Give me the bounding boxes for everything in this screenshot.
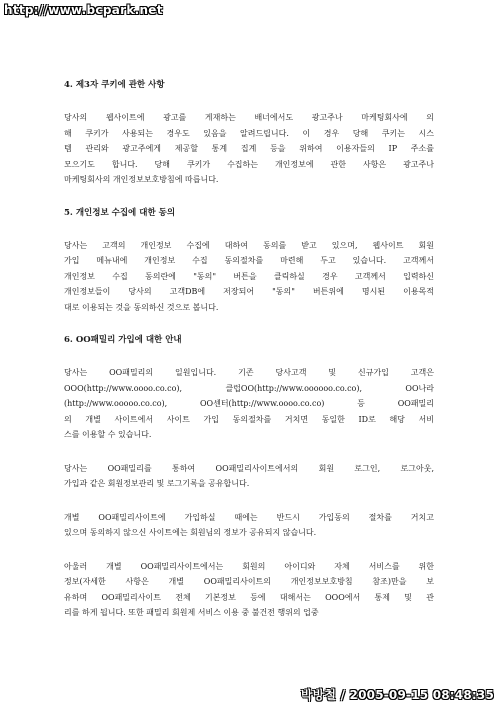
- text-line: 당사의 웹사이트에 광고를 게재하는 배너에서도 광고주나 마케팅회사에 의: [64, 113, 434, 122]
- paragraph: [64, 365, 434, 443]
- text-line: (http://www.ooooo.co.co), OO센터(http://www.oooo.co.co) 등 OO패밀리: [64, 399, 434, 408]
- text-line: 리를 하게 됩니다. 또한 패밀리 회원제 서비스 이용 중 불건전 행위의 업중: [64, 608, 319, 617]
- paragraph: [64, 559, 434, 621]
- text-line: 정보(자세한 사항은 개별 OO패밀리사이트의 개인정보보호방침 참조)만을 보: [64, 577, 434, 586]
- text-line: 템 관리와 광고주에게 제공할 통계 집계 등을 위하여 이용자들의 IP 주소를: [64, 144, 434, 153]
- paragraph: [64, 461, 434, 492]
- text-line: 해 쿠키가 사용되는 경우도 있음을 알려드립니다. 이 경우 당해 쿠키는 시스: [64, 128, 434, 138]
- text-line: 유하며 OO패밀리사이트 전체 기본정보 등에 대해서는 OOO에서 통제 및 관: [64, 592, 434, 602]
- text-line: 대로 이용되는 것을 동의하신 것으로 봅니다.: [64, 302, 219, 312]
- section-heading: 6. OO패밀리 가입에 대한 안내: [64, 335, 182, 345]
- paragraph: [64, 110, 434, 188]
- text-line: 가입과 같은 회원정보관리 및 로그기록을 공유합니다.: [64, 479, 250, 488]
- text-line: 마케팅회사의 개인정보보호방침에 따릅니다.: [64, 175, 219, 184]
- text-line: 개인정보들이 당사의 고객DB에 저장되어 "동의" 버튼위에 명시된 이용목적: [64, 287, 434, 296]
- section-heading: 5. 개인정보 수집에 대한 동의: [64, 207, 176, 218]
- paragraph: [64, 510, 434, 541]
- text-line: 모으기도 합니다. 당해 쿠키가 수집하는 개인정보에 관한 사항은 광고주나: [64, 159, 434, 169]
- text-line: 당사는 OO패밀리의 일원입니다. 기존 당사고객 및 신규가입 고객은: [64, 368, 434, 377]
- text-line: 개인정보 수집 동의란에 "동의" 버튼을 클릭하실 경우 고객께서 입력하신: [64, 271, 434, 281]
- watermark-bottom: 박방철 / 2005-09-15 08:48:35: [300, 688, 494, 702]
- text-line: 당사는 고객의 개인정보 수집에 대하여 동의를 받고 있으며, 웹사이트 회원: [64, 240, 434, 250]
- paragraph: [64, 238, 434, 316]
- text-line: 가입 메뉴내에 개인정보 수집 동의절차를 마련해 두고 있습니다. 고객께서: [64, 256, 434, 265]
- text-line: 의 개별 사이트에서 사이트 가입 동의절차를 거치면 동일한 ID로 해당 서비: [64, 414, 434, 424]
- text-line: 아울러 개별 OO패밀리사이트에서는 회원의 아이디와 자체 서비스를 위한: [64, 561, 434, 571]
- text-line: OOO(http://www.oooo.co.co), 클럽OO(http://www.oooooo.co.co), OO나라: [64, 383, 434, 393]
- text-line: 스를 이용할 수 있습니다.: [64, 430, 152, 439]
- text-line: 개별 OO패밀리사이트에 가입하실 때에는 반드시 가입동의 절차를 거치고: [64, 512, 434, 522]
- watermark-top: http://www.bcpark.net: [4, 3, 163, 17]
- text-line: 있으며 동의하지 않으신 사이트에는 회원님의 정보가 공유되지 않습니다.: [64, 528, 317, 537]
- section-heading: 4. 제3자 쿠키에 관한 사항: [64, 80, 165, 90]
- document-body: [64, 78, 434, 639]
- text-line: 당사는 OO패밀리를 통하여 OO패밀리사이트에서의 회원 로그인, 로그아웃,: [64, 463, 434, 473]
